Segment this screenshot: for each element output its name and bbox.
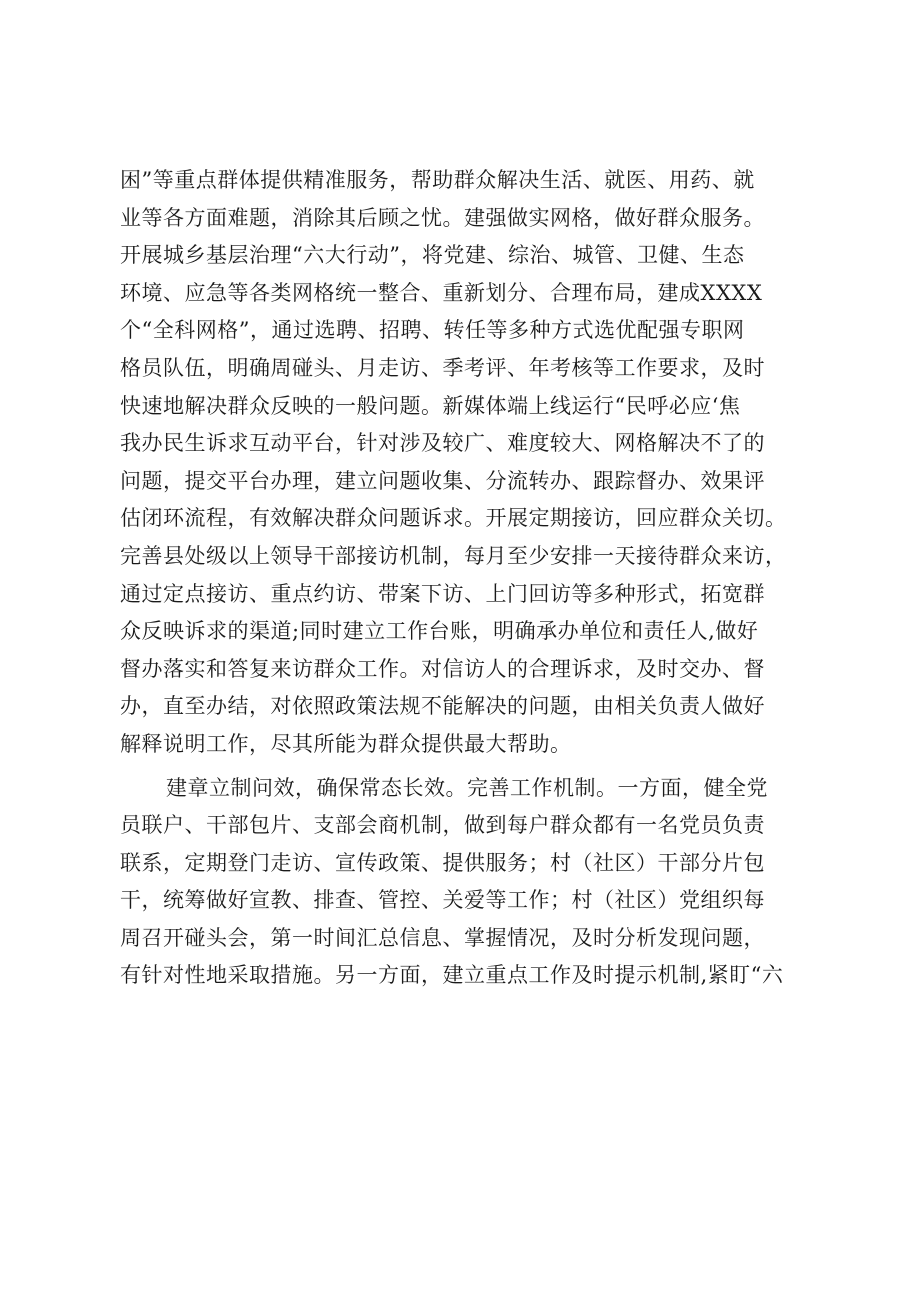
text-line: 干，统筹做好宣教、排查、管控、关爱等工作；村（社区）党组织每 [120,888,765,913]
text-line: 众反映诉求的渠道;同时建立工作台账，明确承办单位和责任人,做好 [120,619,759,644]
paragraph-1 [120,162,820,764]
text-line: 我办民生诉求互动平台，针对涉及较广、难度较大、网格解决不了的 [120,431,765,456]
text-line: 办，直至办结，对依照政策法规不能解决的问题，由相关负责人做好 [120,694,765,719]
text-line: 问题，提交平台办理，建立问题收集、分流转办、跟踪督办、效果评 [120,468,765,493]
text-line: 开展城乡基层治理“六大行动”，将党建、综治、城管、卫健、生态 [120,243,745,268]
text-line: 督办落实和答复来访群众工作。对信访人的合理诉求，及时交办、督 [120,656,765,681]
text-line: 环境、应急等各类网格统一整合、重新划分、合理布局，建成XXXX [120,280,763,305]
paragraph-2 [120,770,820,996]
text-line: 有针对性地采取措施。另一方面，建立重点工作及时提示机制,紧盯“六 [120,963,784,988]
text-line: 联系，定期登门走访、宣传政策、提供服务；村（社区）干部分片包 [120,850,765,875]
text-line: 估闭环流程，有效解决群众问题诉求。开展定期接访，回应群众关切。 [120,506,787,531]
document-body [120,162,820,995]
text-line: 个“全科网格”，通过选聘、招聘、转任等多种方式选优配强专职网 [120,318,745,343]
text-line: 业等各方面难题，消除其后顾之忧。建强做实网格，做好群众服务。 [120,205,765,230]
text-line: 格员队伍，明确周碰头、月走访、季考评、年考核等工作要求，及时 [120,355,765,380]
text-line: 解释说明工作，尽其所能为群众提供最大帮助。 [120,731,572,756]
text-line: 困”等重点群体提供精准服务，帮助群众解决生活、就医、用药、就 [120,168,755,192]
text-line: 周召开碰头会，第一时间汇总信息、掌握情况，及时分析发现问题， [120,925,765,950]
text-line: 快速地解决群众反映的一般问题。新媒体端上线运行“民呼必应‘焦 [120,393,741,418]
text-line: 完善县处级以上领导干部接访机制，每月至少安排一天接待群众来访， [120,543,787,568]
text-line: 通过定点接访、重点约访、带案下访、上门回访等多种形式，拓宽群 [120,581,765,606]
text-line-indented: 建章立制问效，确保常态长效。完善工作机制。一方面，健全党 [166,775,768,800]
text-line: 员联户、干部包片、支部会商机制，做到每户群众都有一名党员负责 [120,813,765,838]
